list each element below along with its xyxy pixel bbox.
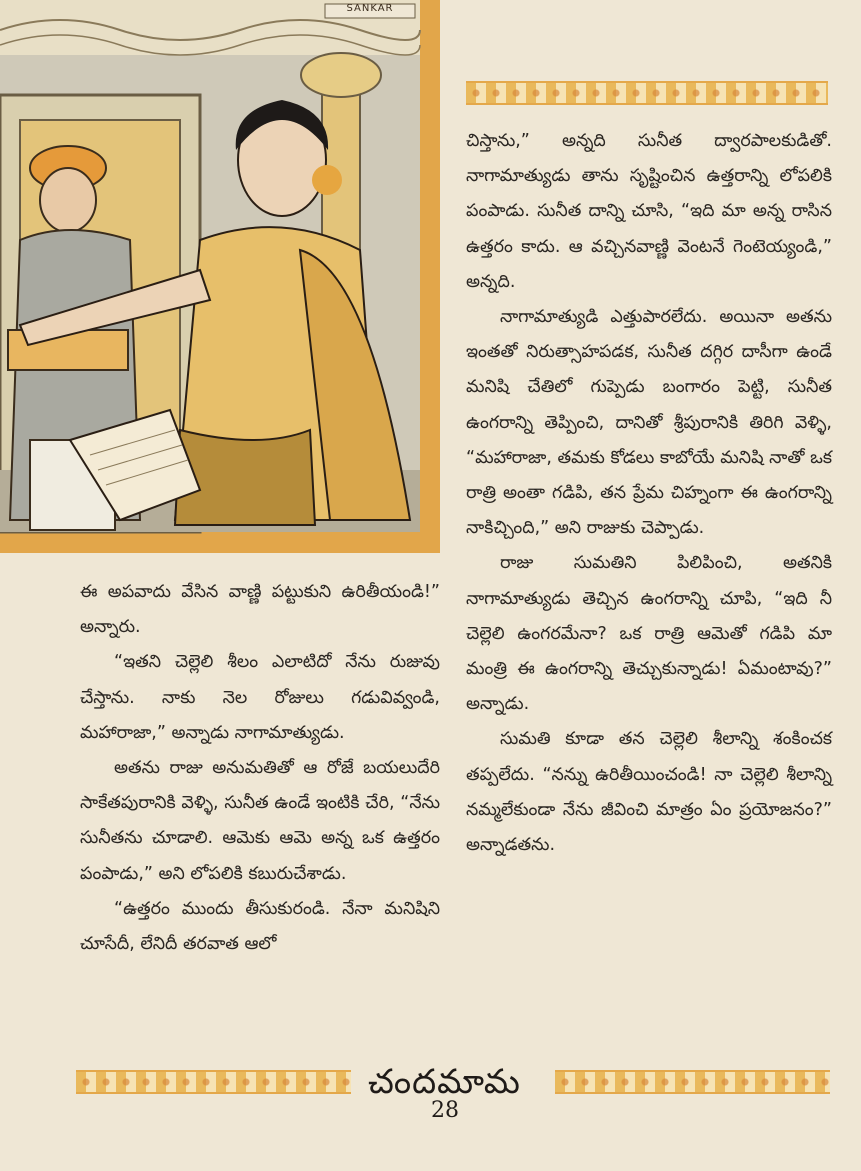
illustration-artwork: [0, 0, 440, 553]
right-paragraph-2: నాగామాత్యుడి ఎత్తుపారలేదు. అయినా అతను ఇంతతో నిరుత్సాహపడక, సునీత దగ్గిర దాసీగా ఉండే మనిషి చేతిలో గుప్పెడు బంగారం పెట్టి, సునీత ఉంగరాన్ని తెప్పించి, దానితో శ్రీపురానికి తిరిగి వెళ్ళి, “మహారాజా, తమకు కోడలు కాబోయే మనిషి నాతో ఒక రాత్రి అంతా గడిపి, తన ప్రేమ చిహ్నంగా ఈ ఉంగరాన్ని నాకిచ్చింది,” అని రాజుకు చెప్పాడు.: [466, 307, 832, 539]
left-text-column: [80, 575, 440, 962]
decorative-band-footer-left: [76, 1070, 351, 1094]
left-paragraph-2: “ఇతని చెల్లెలి శీలం ఎలాటిదో నేను రుజువు చేస్తాను. నాకు నెల రోజులు గడువివ్వండి, మహారాజా,” అన్నాడు నాగామాత్యుడు.: [80, 652, 440, 743]
left-paragraph-4: “ఉత్తరం ముందు తీసుకురండి. నేనా మనిషిని చూసేదీ, లేనిదీ తరవాత ఆలో: [80, 898, 440, 955]
story-illustration: [0, 0, 440, 553]
decorative-band-top: [466, 81, 828, 105]
left-paragraph-1: ఈ అపవాదు వేసిన వాణ్ణి పట్టుకుని ఉరితీయండి!” అన్నారు.: [80, 582, 440, 638]
right-paragraph-1: చిస్తాను,” అన్నది సునీత ద్వారపాలకుడితో. నాగామాత్యుడు తాను సృష్టించిన ఉత్తరాన్ని లోపలికి పంపాడు. సునీత దాన్ని చూసి, “ఇది మా అన్న రాసిన ఉత్తరం కాదు. ఆ వచ్చినవాణ్ణి వెంటనే గెంటెయ్యండి,” అన్నది.: [466, 131, 832, 292]
right-paragraph-3: రాజు సుమతిని పిలిపించి, అతనికి నాగామాత్యుడు తెచ్చిన ఉంగరాన్ని చూపి, “ఇది నీ చెల్లెలి ఉంగరమేనా? ఒక రాత్రి ఆమెతో గడిపి మా మంత్రి ఈ ఉంగరాన్ని తెచ్చుకున్నాడు! ఏమంటావు?” అన్నాడు.: [466, 553, 832, 715]
left-paragraph-3: అతను రాజు అనుమతితో ఆ రోజే బయలుదేరి సాకేతపురానికి వెళ్ళి, సునీత ఉండే ఇంటికి చేరి, “నేను సునీతను చూడాలి. ఆమెకు ఆమె అన్న ఒక ఉత్తరం పంపాడు,” అని లోపలికి కబురుచేశాడు.: [80, 758, 440, 884]
decorative-band-footer-right: [555, 1070, 830, 1094]
magazine-title: చందమామ: [368, 1062, 521, 1102]
artist-signature: SANKAR: [346, 3, 394, 14]
right-paragraph-4: సుమతి కూడా తన చెల్లెలి శీలాన్ని శంకించక తప్పలేదు. “నన్ను ఉరితీయించండి! నా చెల్లెలి శీలాన్ని నమ్మలేకుండా నేను జీవించి మాత్రం ఏం ప్రయోజనం?” అన్నాడతను.: [466, 729, 832, 856]
page-number: 28: [431, 1098, 459, 1123]
right-text-column: [466, 124, 832, 863]
